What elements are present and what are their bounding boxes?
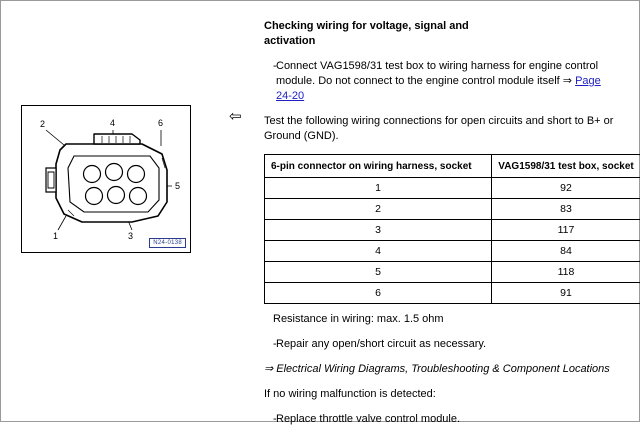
no-malfunction-paragraph: If no wiring malfunction is detected: [264,387,614,402]
bullet-text: Replace throttle valve control module. [276,412,614,427]
table-row [265,178,640,199]
bullet-dash: - [264,337,276,352]
callout-6: 6 [158,119,163,128]
bullet-text-main: Connect VAG1598/31 test box to wiring harness for engine control module. Do not connect to the engine control module itself [276,60,598,87]
table-row [265,220,640,241]
cell-connector-socket: 1 [265,178,492,199]
connector-diagram-svg [22,106,190,252]
column-header-connector: 6-pin connector on wiring harness, socket [265,155,492,178]
cell-connector-socket: 6 [265,283,492,304]
arrow-glyph: ⇒ [563,75,575,87]
callout-1: 1 [53,232,58,241]
figure-code-label: N24-0138 [149,238,186,248]
table-row [265,241,640,262]
column-header-testbox: VAG1598/31 test box, socket [492,155,640,178]
pointer-arrow-icon: ⇦ [229,109,242,124]
connector-figure [21,105,191,253]
cell-connector-socket: 5 [265,262,492,283]
bullet-replace-module [264,412,614,427]
cell-testbox-socket: 118 [492,262,640,283]
cell-testbox-socket: 84 [492,241,640,262]
cell-connector-socket: 3 [265,220,492,241]
test-instruction-paragraph: Test the following wiring connections for open circuits and short to B+ or Ground (GND). [264,114,614,144]
resistance-note: Resistance in wiring: max. 1.5 ohm [264,312,614,327]
bullet-dash: - [264,412,276,427]
content-column [264,19,614,437]
callout-2: 2 [40,120,45,129]
wiring-diagrams-reference: ⇒ Electrical Wiring Diagrams, Troubleshooting & Component Locations [264,362,614,377]
page-title: Checking wiring for voltage, signal and activation [264,19,494,49]
callout-5: 5 [175,182,180,191]
table-row [265,283,640,304]
table-header-row [265,155,640,178]
bullet-text [276,59,614,104]
bullet-repair [264,337,614,352]
callout-4: 4 [110,119,115,128]
cell-testbox-socket: 92 [492,178,640,199]
cell-connector-socket: 2 [265,199,492,220]
bullet-connect-test-box [264,59,614,104]
cell-testbox-socket: 117 [492,220,640,241]
bullet-dash: - [264,59,276,104]
page-reference-link[interactable]: Page 24-20 [276,75,601,102]
table-row [265,262,640,283]
bullet-text: Repair any open/short circuit as necessary. [276,337,614,352]
wiring-connections-table [264,154,640,304]
cell-testbox-socket: 91 [492,283,640,304]
callout-3: 3 [128,232,133,241]
cell-testbox-socket: 83 [492,199,640,220]
table-row [265,199,640,220]
cell-connector-socket: 4 [265,241,492,262]
